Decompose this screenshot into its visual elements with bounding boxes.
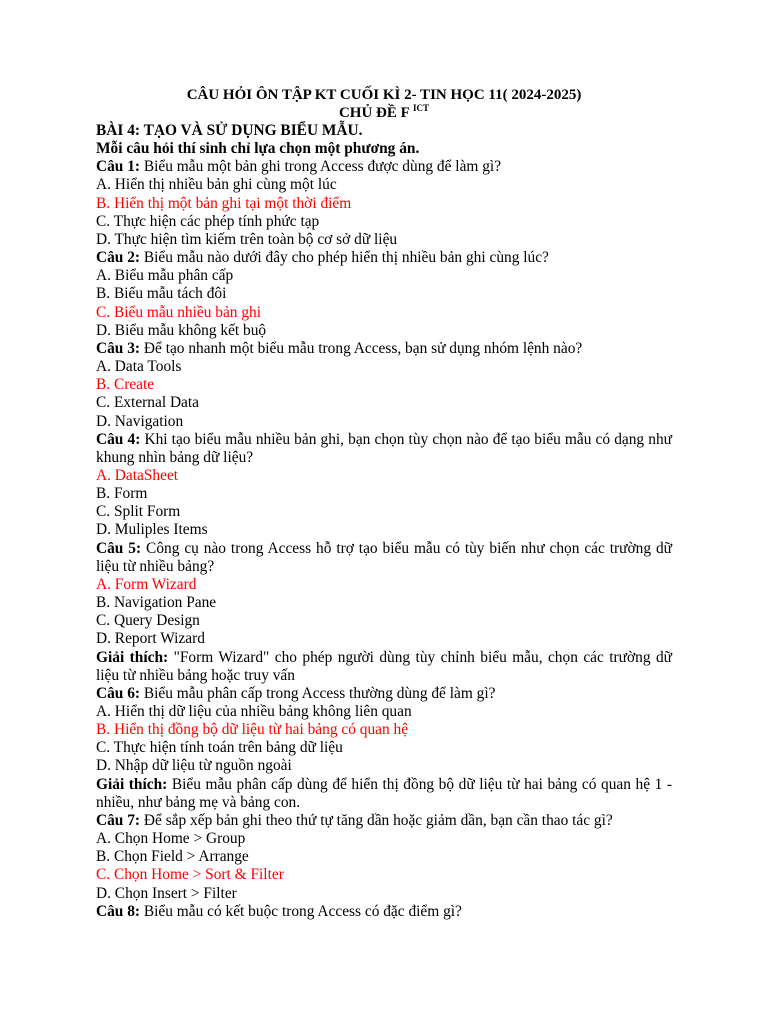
question-label: Câu 4: bbox=[96, 430, 141, 448]
section-instruction: Mỗi câu hỏi thí sinh chỉ lựa chọn một phương án. bbox=[96, 140, 420, 158]
question-label: Câu 6: bbox=[96, 684, 141, 702]
option-c: C. Query Design bbox=[96, 612, 200, 630]
question-label: Câu 7: bbox=[96, 811, 141, 829]
option-b-answer: B. Create bbox=[96, 376, 155, 394]
title-topic-superscript: ICT bbox=[413, 103, 430, 113]
option-a-answer: A. Form Wizard bbox=[96, 575, 197, 593]
option-a: A. Chọn Home > Group bbox=[96, 830, 246, 848]
option-a: A. Data Tools bbox=[96, 358, 182, 376]
question-label: Câu 5: bbox=[96, 539, 142, 557]
option-c: C. Split Form bbox=[96, 503, 181, 521]
explanation-text: "Form Wizard" cho phép người dùng tùy chỉnh biểu mẫu, chọn các trường dữ liệu từ nhiều bảng hoặc truy vấn bbox=[96, 648, 672, 684]
question-text: Biểu mẫu một bản ghi trong Access được dùng để làm gì? bbox=[140, 158, 502, 176]
option-b: B. Navigation Pane bbox=[96, 594, 217, 612]
section-heading: BÀI 4: TẠO VÀ SỬ DỤNG BIỂU MẪU. bbox=[96, 122, 363, 139]
question-2 bbox=[96, 249, 672, 267]
question-3 bbox=[96, 340, 672, 358]
title-topic: CHỦ ĐỀ F bbox=[338, 105, 410, 121]
question-text: Biểu mẫu nào dưới đây cho phép hiển thị nhiều bản ghi cùng lúc? bbox=[140, 249, 549, 267]
option-b: B. Chọn Field > Arrange bbox=[96, 848, 249, 866]
option-b: B. Form bbox=[96, 485, 148, 503]
question-6 bbox=[96, 685, 672, 703]
title-line-2 bbox=[96, 104, 672, 122]
option-b: B. Biểu mẫu tách đôi bbox=[96, 285, 227, 303]
option-a: A. Hiển thị dữ liệu của nhiều bảng không liên quan bbox=[96, 703, 412, 720]
question-text: Khi tạo biểu mẫu nhiều bản ghi, bạn chọn tùy chọn nào để tạo biểu mẫu có dạng như khung nhìn bảng dữ liệu? bbox=[96, 430, 672, 466]
explanation-5 bbox=[96, 649, 672, 685]
question-label: Câu 1: bbox=[96, 158, 141, 176]
explanation-text: Biểu mẫu phân cấp dùng để hiển thị đồng bộ dữ liệu từ hai bảng có quan hệ 1 - nhiều, như bảng mẹ và bảng con. bbox=[96, 775, 673, 811]
question-text: Công cụ nào trong Access hỗ trợ tạo biểu mẫu có tùy biến như chọn các trường dữ liệu từ nhiều bảng? bbox=[96, 539, 672, 575]
question-text: Để tạo nhanh một biểu mẫu trong Access, bạn sử dụng nhóm lệnh nào? bbox=[140, 339, 583, 357]
document-title bbox=[96, 86, 672, 122]
question-5 bbox=[96, 540, 672, 576]
question-1 bbox=[96, 158, 672, 176]
question-4 bbox=[96, 431, 672, 467]
option-c: C. Thực hiện các phép tính phức tạp bbox=[96, 212, 320, 230]
question-8 bbox=[96, 903, 672, 921]
option-d: D. Muliples Items bbox=[96, 521, 208, 539]
option-c-answer: C. Chọn Home > Sort & Filter bbox=[96, 866, 284, 884]
explanation-6 bbox=[96, 776, 672, 812]
explanation-label: Giải thích: bbox=[96, 775, 168, 793]
option-a-answer: A. DataSheet bbox=[96, 466, 179, 484]
option-c-answer: C. Biểu mẫu nhiều bản ghi bbox=[96, 303, 261, 321]
explanation-label: Giải thích: bbox=[96, 648, 169, 666]
option-d: D. Nhập dữ liệu từ nguồn ngoài bbox=[96, 757, 292, 775]
option-a: A. Biểu mẫu phân cấp bbox=[96, 267, 234, 285]
question-text: Biểu mẫu có kết buộc trong Access có đặc điểm gì? bbox=[140, 902, 462, 920]
option-d: D. Report Wizard bbox=[96, 630, 205, 648]
option-d: D. Biểu mẫu không kết buộ bbox=[96, 321, 267, 339]
question-label: Câu 2: bbox=[96, 249, 141, 267]
question-text: Biểu mẫu phân cấp trong Access thường dùng để làm gì? bbox=[140, 684, 496, 702]
option-c: C. Thực hiện tính toán trên bảng dữ liệu bbox=[96, 739, 343, 757]
option-a: A. Hiển thị nhiều bản ghi cùng một lúc bbox=[96, 176, 337, 194]
question-label: Câu 8: bbox=[96, 902, 141, 920]
question-7 bbox=[96, 812, 672, 830]
option-b-answer: B. Hiển thị đồng bộ dữ liệu từ hai bảng có quan hệ bbox=[96, 721, 409, 739]
option-d: D. Navigation bbox=[96, 412, 184, 430]
question-text: Để sắp xếp bản ghi theo thứ tự tăng dần hoặc giảm dần, bạn cần thao tác gì? bbox=[140, 811, 613, 829]
question-label: Câu 3: bbox=[96, 339, 141, 357]
option-d: D. Chọn Insert > Filter bbox=[96, 884, 237, 902]
option-b-answer: B. Hiển thị một bản ghi tại một thời điểm bbox=[96, 194, 352, 212]
title-line-1: CÂU HỎI ÔN TẬP KT CUỐI KÌ 2- TIN HỌC 11( 2024-2025) bbox=[186, 87, 582, 103]
option-d: D. Thực hiện tìm kiếm trên toàn bộ cơ sở dữ liệu bbox=[96, 230, 398, 248]
option-c: C. External Data bbox=[96, 394, 199, 412]
